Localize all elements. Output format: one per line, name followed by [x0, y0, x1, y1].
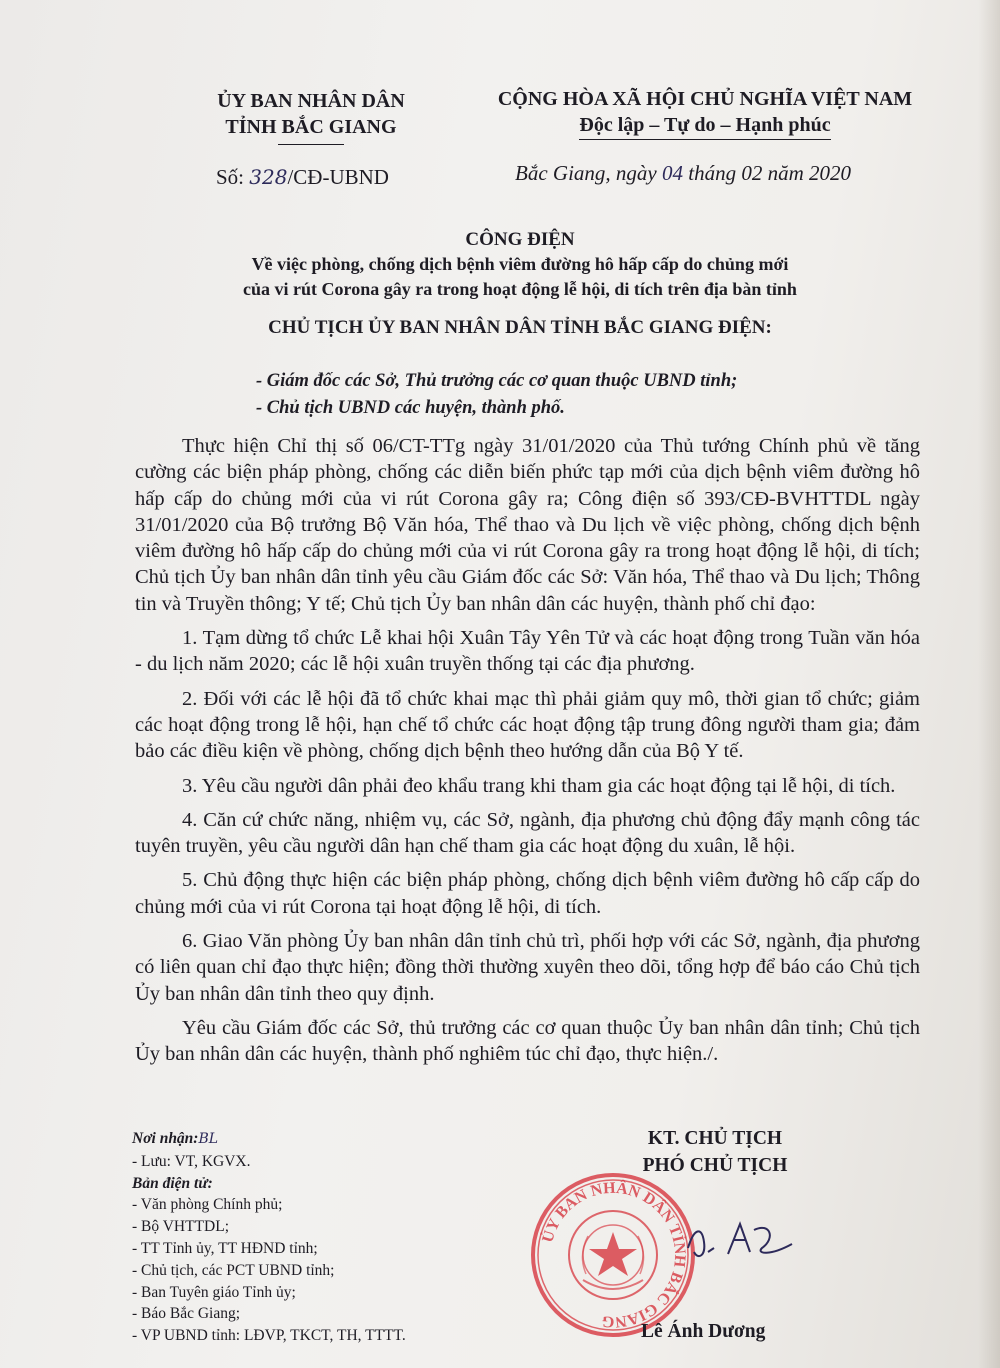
receiver-item: - TT Tỉnh ủy, TT HĐND tỉnh; — [132, 1239, 318, 1257]
receiver-item: - Bộ VHTTDL; — [132, 1218, 230, 1236]
document-body — [135, 433, 920, 1076]
recipient-item: - Giám đốc các Sở, Thủ trưởng các cơ quan thuộc UBND tỉnh; — [256, 371, 738, 391]
receiver-item: - Ban Tuyên giáo Tỉnh ủy; — [132, 1283, 296, 1301]
nation-motto: Độc lập – Tự do – Hạnh phúc — [579, 112, 830, 140]
receiver-item: - VP UBND tỉnh: LĐVP, TKCT, TH, TTTT. — [132, 1327, 406, 1345]
doc-number-handwritten: 328 — [249, 165, 288, 189]
doc-number-suffix: /CĐ-UBND — [287, 165, 389, 189]
receiver-item: - Chủ tịch, các PCT UBND tỉnh; — [132, 1261, 335, 1279]
subject-line-1: Về việc phòng, chống dịch bệnh viêm đường hô hấp cấp do chủng mới — [251, 254, 789, 274]
document-number — [216, 165, 389, 190]
signature-line-2: PHÓ CHỦ TỊCH — [642, 1155, 788, 1176]
electronic-label: Bản điện tử: — [132, 1174, 213, 1192]
directive-item: 3. Yêu cầu người dân phải đeo khẩu trang khi tham gia các hoạt động tại lễ hội, di tích. — [182, 774, 896, 797]
receivers-initials: BL — [198, 1131, 219, 1147]
nation-line-1: CỘNG HÒA XÃ HỘI CHỦ NGHĨA VIỆT NAM — [497, 88, 913, 110]
agency-line-2: TỈNH BẮC GIANG — [225, 116, 397, 138]
date-day: 04 — [661, 161, 683, 185]
signatory-name: Lê Ánh Dương — [641, 1321, 766, 1342]
directive-item: 6. Giao Văn phòng Ủy ban nhân dân tỉnh chủ trì, phối hợp với các Sở, ngành, địa phương có liên quan chỉ đạo thực hiện; đồng thời thường xuyên theo dõi, tổng hợp để báo cáo Chủ tịch Ủy ban nhân dân tỉnh theo quy định. — [135, 930, 920, 1005]
document-subject — [120, 252, 920, 302]
archive-line: - Lưu: VT, KGVX. — [132, 1152, 251, 1170]
directive-item: 4. Căn cứ chức năng, nhiệm vụ, các Sở, ngành, địa phương chủ động đẩy mạnh công tác tuyên truyền, yêu cầu người dân hạn chế tham gia các hoạt động du xuân, lễ hội. — [135, 808, 920, 858]
sender-line: CHỦ TỊCH ỦY BAN NHÂN DÂN TỈNH BẮC GIANG ĐIỆN: — [268, 317, 772, 338]
issuing-agency — [196, 88, 426, 145]
date-rest: tháng 02 năm 2020 — [682, 161, 851, 185]
subject-line-2: của vi rút Corona gây ra trong hoạt động lễ hội, di tích trên địa bàn tỉnh — [243, 279, 797, 299]
closing-paragraph: Yêu cầu Giám đốc các Sở, thủ trưởng các cơ quan thuộc Ủy ban nhân dân tỉnh; Chủ tịch Ủy ban nhân dân các huyện, thành phố nghiêm túc chỉ đạo, thực hiện./. — [135, 1016, 920, 1066]
agency-rule — [278, 144, 344, 145]
national-title — [490, 86, 920, 140]
doc-number-prefix: Số: — [216, 165, 250, 189]
directive-item: 1. Tạm dừng tổ chức Lễ khai hội Xuân Tây Yên Tử và các hoạt động trong Tuần văn hóa - du lịch năm 2020; các lễ hội xuân truyền thống tại các địa phương. — [135, 627, 920, 676]
receiver-item: - Báo Bắc Giang; — [132, 1305, 241, 1323]
directive-item: 2. Đối với các lễ hội đã tổ chức khai mạc thì phải giảm quy mô, thời gian tổ chức; giảm các hoạt động trong lễ hội, hạn chế tổ chức các hoạt động tập trung đông người tham gia; đảm bảo các điều kiện về phòng, chống dịch bệnh theo hướng dẫn của Bộ Y tế. — [135, 687, 920, 763]
recipient-item: - Chủ tịch UBND các huyện, thành phố. — [256, 398, 565, 418]
directive-item: 5. Chủ động thực hiện các biện pháp phòng, chống dịch bệnh viêm đường hô cấp cấp do chủng mới của vi rút Corona tại hoạt động lễ hội, di tích. — [135, 869, 920, 918]
date-prefix: Bắc Giang, ngày — [515, 161, 662, 185]
signature-line-1: KT. CHỦ TỊCH — [647, 1128, 783, 1149]
recipients — [256, 368, 737, 422]
official-seal-icon — [528, 1170, 698, 1340]
document-type: CÔNG ĐIỆN — [465, 229, 575, 250]
receiver-item: - Văn phòng Chính phủ; — [132, 1196, 283, 1214]
intro-paragraph: Thực hiện Chỉ thị số 06/CT-TTg ngày 31/01/2020 của Thủ tướng Chính phủ về tăng cường các biện pháp phòng, chống các diễn biến phức tạp mới của dịch bệnh viêm đường hô hấp cấp do chủng mới của vi rút Corona gây ra; Công điện số 393/CĐ-BVHTTDL ngày 31/01/2020 của Bộ trưởng Bộ Văn hóa, Thể thao và Du lịch về việc phòng, chống dịch bệnh viêm đường hô hấp cấp do chủng mới của vi rút Corona gây ra trong hoạt động lễ hội, di tích; Chủ tịch Ủy ban nhân dân tỉnh yêu cầu Giám đốc các Sở: Văn hóa, Thể thao và Du lịch; Thông tin và Truyền thông; Y tế; Chủ tịch Ủy ban nhân dân các huyện, thành phố chỉ đạo: — [135, 435, 920, 615]
document-date — [515, 161, 851, 186]
receivers-block — [132, 1128, 406, 1347]
receivers-label: Nơi nhận: — [132, 1130, 199, 1147]
agency-line-1: ỦY BAN NHÂN DÂN — [217, 90, 405, 112]
handwritten-signature-icon — [680, 1208, 810, 1278]
seal-text: ỦY BAN NHÂN DÂN TỈNH BẮC GIANG — [539, 1179, 689, 1331]
